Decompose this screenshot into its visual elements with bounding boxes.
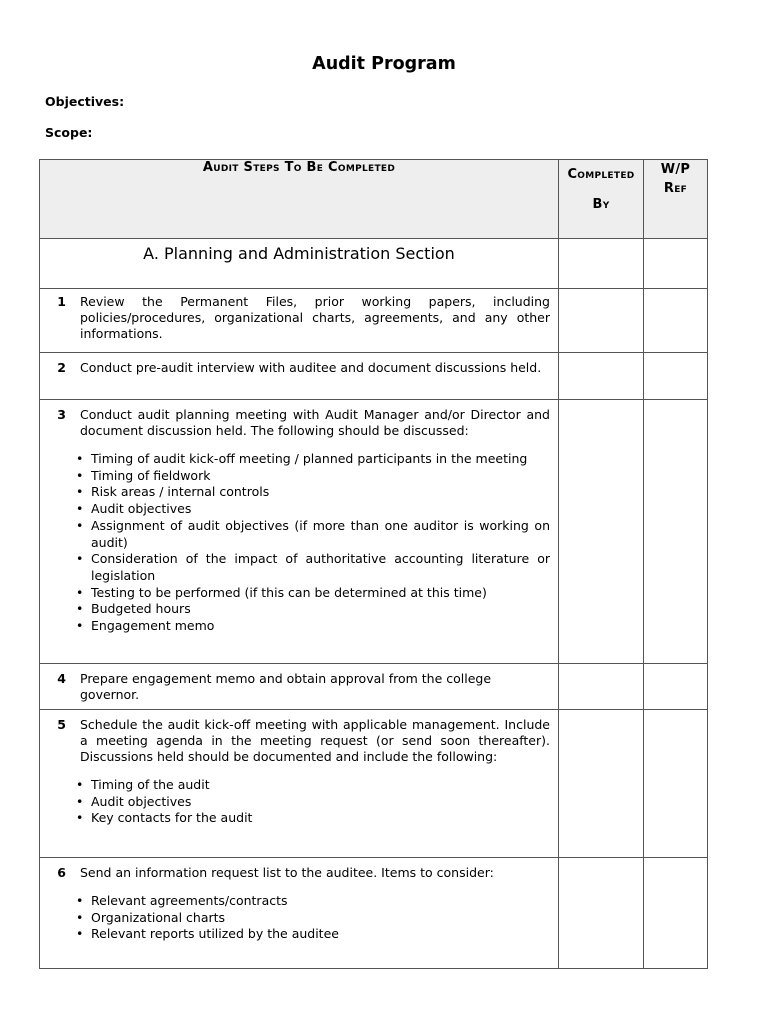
list-item: • Audit objectives <box>91 794 550 811</box>
completed-by-cell[interactable] <box>559 289 644 353</box>
step-number: 2 <box>57 360 66 375</box>
header-completed-line1: Completed <box>567 167 635 182</box>
list-item: • Organizational charts <box>91 910 550 927</box>
table-row <box>40 289 708 353</box>
objectives-label: Objectives: <box>45 94 125 109</box>
wp-ref-cell[interactable] <box>644 710 708 858</box>
header-completed-line2: By <box>592 197 610 212</box>
step-cell <box>40 858 559 969</box>
list-item: • Consideration of the impact of authoritative accounting literature or legislation <box>91 551 550 584</box>
document-title: Audit Program <box>312 54 456 74</box>
step-text: Conduct pre-audit interview with auditee and document discussions held. <box>80 360 542 375</box>
audit-steps-table <box>39 159 708 969</box>
completed-by-cell[interactable] <box>559 710 644 858</box>
list-item: • Timing of fieldwork <box>91 468 550 485</box>
completed-by-cell[interactable] <box>559 353 644 400</box>
step-number: 3 <box>57 407 66 422</box>
step-text: Conduct audit planning meeting with Audit Manager and/or Director and document discussion held. The following should be discussed: <box>80 407 550 438</box>
step-cell <box>40 664 559 710</box>
step-number: 4 <box>57 671 66 686</box>
step-bullet-list <box>80 893 550 943</box>
step-cell <box>40 353 559 400</box>
list-item: • Timing of audit kick-off meeting / planned participants in the meeting <box>91 451 550 468</box>
step-content <box>80 717 558 827</box>
table-row <box>40 664 708 710</box>
list-item: • Relevant reports utilized by the auditee <box>91 926 550 943</box>
step-content <box>80 865 558 943</box>
section-wp-cell <box>644 239 708 289</box>
step-number: 5 <box>57 717 66 732</box>
table-row <box>40 353 708 400</box>
table-header-row <box>40 160 708 239</box>
step-cell <box>40 289 559 353</box>
list-item: • Testing to be performed (if this can be determined at this time) <box>91 585 550 602</box>
step-text: Review the Permanent Files, prior working papers, including policies/procedures, organizational charts, agreements, and any other informations. <box>80 294 550 341</box>
step-number: 1 <box>57 294 66 309</box>
wp-ref-cell[interactable] <box>644 289 708 353</box>
header-audit-steps: Audit Steps To Be Completed <box>40 160 559 239</box>
step-text: Schedule the audit kick-off meeting with applicable management. Include a meeting agenda in the meeting request (or send soon thereafter). Discussions held should be documented and include the following: <box>80 717 550 764</box>
step-text: Prepare engagement memo and obtain approval from the college governor. <box>80 671 492 702</box>
table-row <box>40 858 708 969</box>
completed-by-cell[interactable] <box>559 858 644 969</box>
step-bullet-list <box>80 777 550 827</box>
table-row <box>40 400 708 664</box>
completed-by-cell[interactable] <box>559 664 644 710</box>
wp-ref-cell[interactable] <box>644 353 708 400</box>
table-row <box>40 710 708 858</box>
header-completed-by <box>559 160 644 239</box>
list-item: • Budgeted hours <box>91 601 550 618</box>
section-completed-cell <box>559 239 644 289</box>
wp-ref-cell[interactable] <box>644 400 708 664</box>
list-item: • Timing of the audit <box>91 777 550 794</box>
list-item: • Relevant agreements/contracts <box>91 893 550 910</box>
header-wp-ref <box>644 160 708 239</box>
header-wp-line2: Ref <box>663 181 688 196</box>
wp-ref-cell[interactable] <box>644 858 708 969</box>
step-cell <box>40 400 559 664</box>
wp-ref-cell[interactable] <box>644 664 708 710</box>
completed-by-cell[interactable] <box>559 400 644 664</box>
header-wp-line1: W/P <box>660 162 691 177</box>
step-number: 6 <box>57 865 66 880</box>
list-item: • Assignment of audit objectives (if more than one auditor is working on audit) <box>91 518 550 551</box>
section-row <box>40 239 708 289</box>
list-item: • Risk areas / internal controls <box>91 484 550 501</box>
step-text: Send an information request list to the auditee. Items to consider: <box>80 865 494 880</box>
step-bullet-list <box>80 451 550 635</box>
section-title: A. Planning and Administration Section <box>40 239 559 289</box>
step-content <box>80 407 558 635</box>
step-cell <box>40 710 559 858</box>
list-item: • Key contacts for the audit <box>91 810 550 827</box>
list-item: • Audit objectives <box>91 501 550 518</box>
list-item: • Engagement memo <box>91 618 550 635</box>
scope-label: Scope: <box>45 125 93 140</box>
